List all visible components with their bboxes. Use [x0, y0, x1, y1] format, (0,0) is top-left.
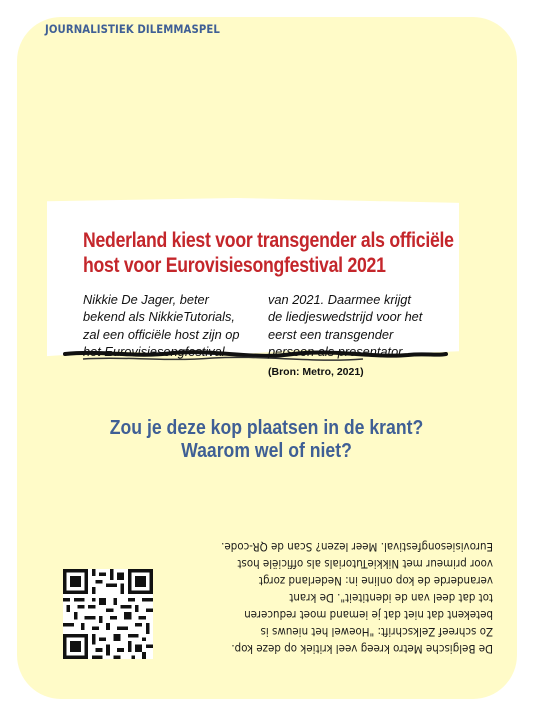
article-line: de liedjeswedstrijd voor het [268, 309, 423, 325]
question-line: Waarom wel of niet? [181, 439, 352, 462]
answer-line: Zo schreef Zelkschrift: "Hoewel het nieuws is [260, 625, 493, 638]
headline-line: Nederland kiest voor transgender als officiële [83, 229, 454, 252]
brand-label: JOURNALISTIEK DILEMMASPEL [45, 22, 220, 36]
article-source: (Bron: Metro, 2021) [268, 366, 364, 378]
article-line: het Eurovisiesongfestival [83, 343, 225, 359]
article-headline [83, 228, 454, 278]
question-line: Zou je deze kop plaatsen in de krant? [109, 416, 424, 439]
answer-line: voor primeur met NikkieTutorials als officiële host [237, 557, 493, 570]
article-line: van 2021. Daarmee krijgt [268, 292, 411, 307]
upside-down-answer [153, 538, 493, 657]
article-line: zal een officiële host zijn op [83, 326, 240, 342]
headline-line: host voor Eurovisiesongfestival 2021 [83, 254, 386, 277]
answer-line: veranderde de kop online in: Nederland zorgt [258, 574, 493, 587]
article-line: eerst een transgender [268, 326, 394, 342]
answer-line: tot dat deel van de identiteit". De krant [289, 591, 493, 604]
answer-line: betekent dat niet dat je iemand moet reduceren [244, 608, 493, 621]
dilemma-question [0, 416, 533, 462]
answer-line: Eurovisiesongfestival. Meer lezen? Scan de QR-code. [221, 540, 493, 553]
answer-line: De Belgische Metro kreeg veel kritiek op deze kop. [231, 642, 493, 655]
article-column-1 [83, 291, 240, 360]
article-line: Nikkie De Jager, beter [83, 292, 209, 307]
article-line: bekend als NikkieTutorials, [83, 309, 235, 325]
article-column-2 [268, 291, 422, 360]
qr-code-icon[interactable] [63, 569, 153, 659]
article-line: persoon als presentator. [268, 343, 406, 359]
